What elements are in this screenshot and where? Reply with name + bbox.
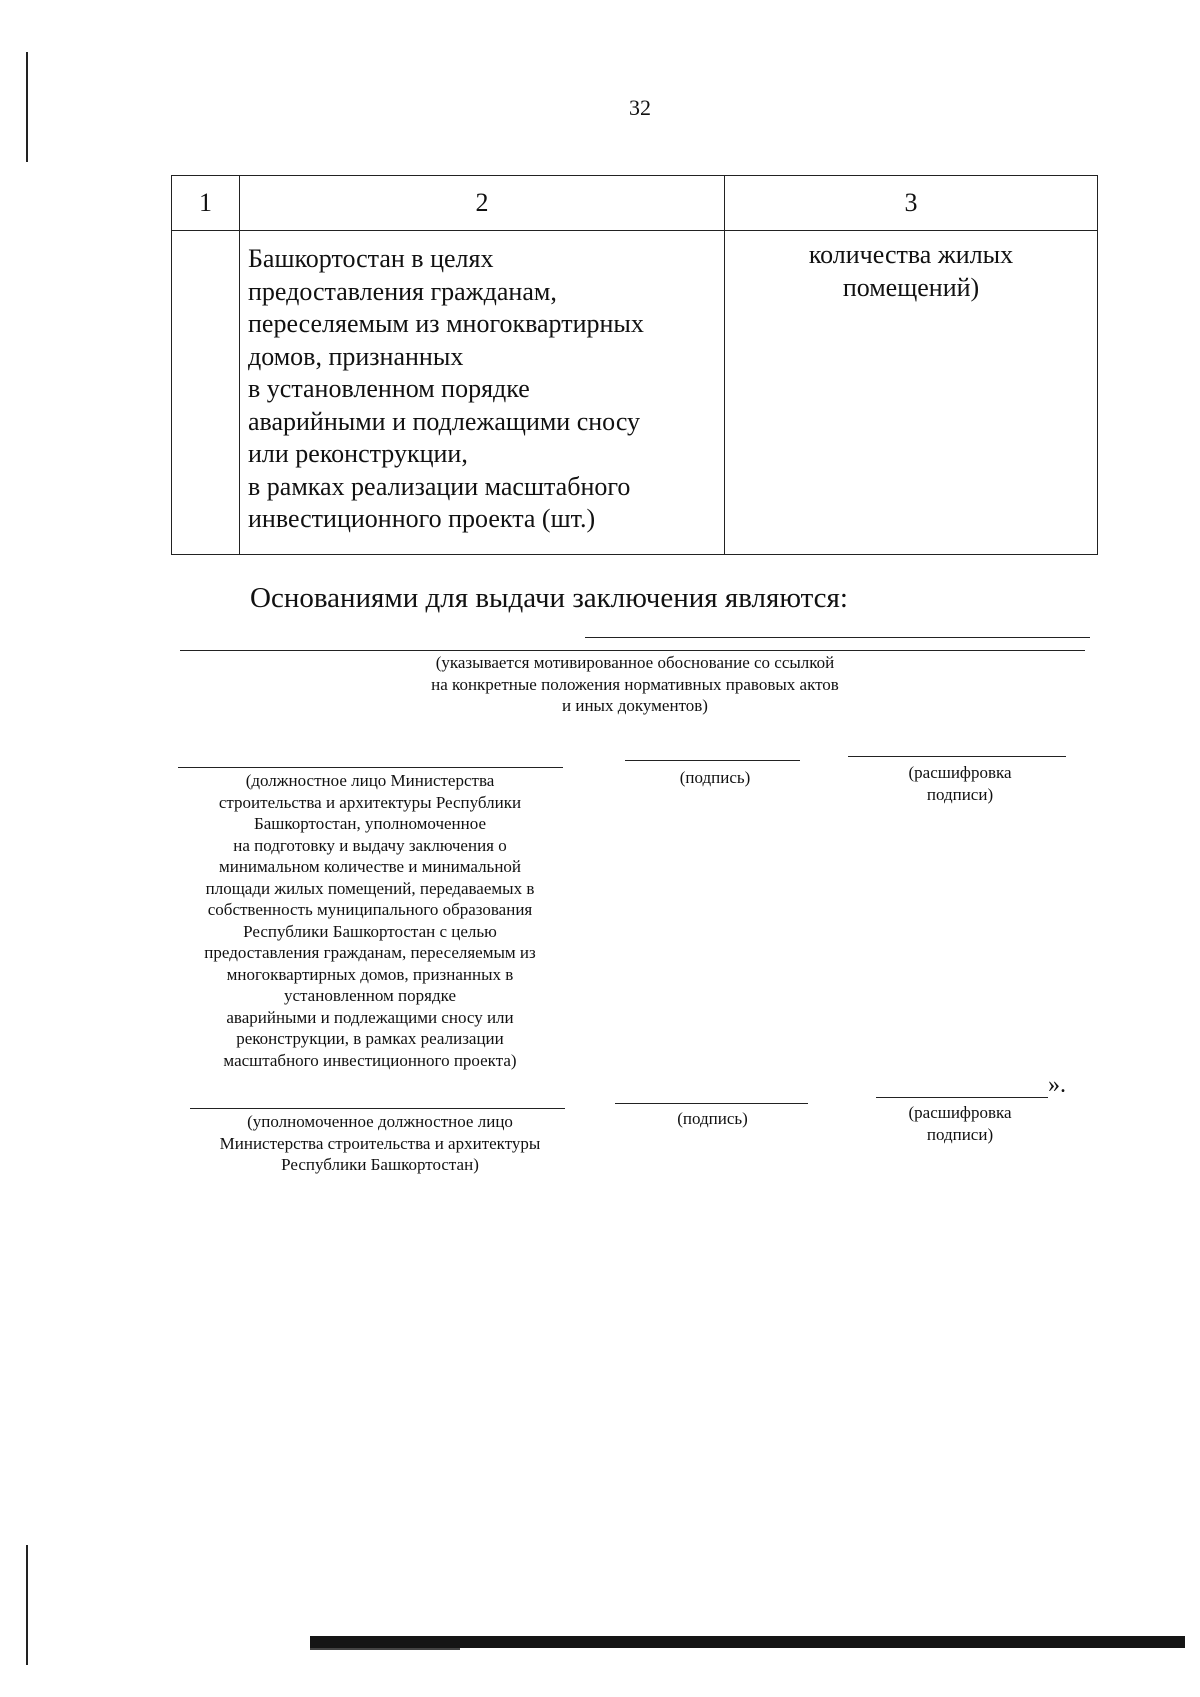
caption-line: (должностное лицо Министерства — [245, 771, 495, 790]
signature-line-2 — [615, 1103, 808, 1104]
official-caption-1 — [165, 770, 575, 1071]
caption-line: (расшифровка — [908, 763, 1012, 782]
table-header-col-2: 2 — [240, 176, 725, 231]
table-header-col-1: 1 — [172, 176, 240, 231]
cell-line: количества жилых — [808, 240, 1014, 269]
decoding-line-1 — [848, 756, 1066, 757]
table-cell-col-3 — [725, 231, 1098, 555]
caption-line: реконструкции, в рамках реализации — [236, 1029, 504, 1048]
basis-fill-line-1 — [585, 637, 1090, 638]
basis-fill-line-2 — [180, 650, 1085, 651]
cell-line: инвестиционного проекта (шт.) — [248, 504, 596, 533]
cell-line: аварийными и подлежащими сносу — [248, 406, 641, 436]
decoding-caption-1 — [870, 762, 1050, 805]
signature-caption-1: (подпись) — [679, 768, 751, 787]
decoding-caption-2 — [870, 1102, 1050, 1145]
cell-line: в рамках реализации масштабного — [248, 471, 631, 501]
basis-heading: Основаниями для выдачи заключения являются: — [250, 582, 848, 614]
caption-line: (расшифровка — [908, 1103, 1012, 1122]
cell-line: в установленном порядке — [248, 374, 530, 403]
cell-line: Башкортостан в целях — [248, 244, 494, 273]
caption-line: минимальном количестве и минимальной — [218, 857, 522, 876]
table-cell-col-2 — [240, 231, 725, 555]
document-table — [171, 175, 1098, 555]
caption-line: масштабного инвестиционного проекта) — [223, 1050, 517, 1070]
page-number: 32 — [629, 95, 651, 120]
closing-quote: ». — [1048, 1072, 1066, 1098]
caption-line: (уполномоченное должностное лицо — [247, 1112, 513, 1131]
caption-line: на конкретные положения нормативных правовых актов — [431, 674, 839, 694]
table-header-row — [172, 176, 1098, 231]
official-line-1 — [178, 767, 563, 768]
table-cell-col-1 — [172, 231, 240, 555]
caption-line: Башкортостан, уполномоченное — [253, 814, 486, 833]
caption-line: Министерства строительства и архитектуры — [219, 1133, 541, 1153]
official-caption-2 — [175, 1111, 585, 1176]
caption-line: площади жилых помещений, передаваемых в — [205, 878, 535, 898]
scan-bottom-bar — [310, 1636, 1185, 1648]
caption-line: предоставления гражданам, переселяемым из — [204, 943, 536, 962]
decoding-line-2 — [876, 1097, 1048, 1098]
scan-bottom-bar-thin — [310, 1648, 460, 1650]
caption-line: подписи) — [926, 1124, 994, 1144]
table-row — [172, 231, 1098, 555]
cell-line: переселяемым из многоквартирных — [248, 309, 644, 338]
scan-left-edge-bottom — [26, 1545, 28, 1665]
caption-line: аварийными и подлежащими сносу или — [226, 1007, 514, 1027]
cell-line: или реконструкции, — [248, 439, 468, 468]
caption-line: Республики Башкортостан с целью — [243, 921, 497, 941]
official-line-2 — [190, 1108, 565, 1109]
caption-line: многоквартирных домов, признанных в — [226, 964, 514, 984]
table-header-col-3: 3 — [725, 176, 1098, 231]
caption-line: подписи) — [926, 784, 994, 804]
cell-line: домов, признанных — [248, 341, 464, 371]
caption-line: Республики Башкортостан) — [281, 1155, 479, 1174]
signature-line-1 — [625, 760, 800, 761]
basis-caption — [355, 652, 915, 717]
caption-line: на подготовку и выдачу заключения о — [233, 835, 507, 855]
cell-line: помещений) — [842, 272, 980, 302]
caption-line: собственность муниципального образования — [207, 900, 533, 919]
caption-line: строительства и архитектуры Республики — [218, 792, 522, 812]
signature-caption-2: (подпись) — [677, 1109, 748, 1128]
caption-line: (указывается мотивированное обоснование со ссылкой — [435, 653, 835, 672]
cell-line: предоставления гражданам, — [248, 276, 557, 306]
caption-line: установленном порядке — [284, 986, 456, 1005]
caption-line: и иных документов) — [562, 696, 708, 715]
